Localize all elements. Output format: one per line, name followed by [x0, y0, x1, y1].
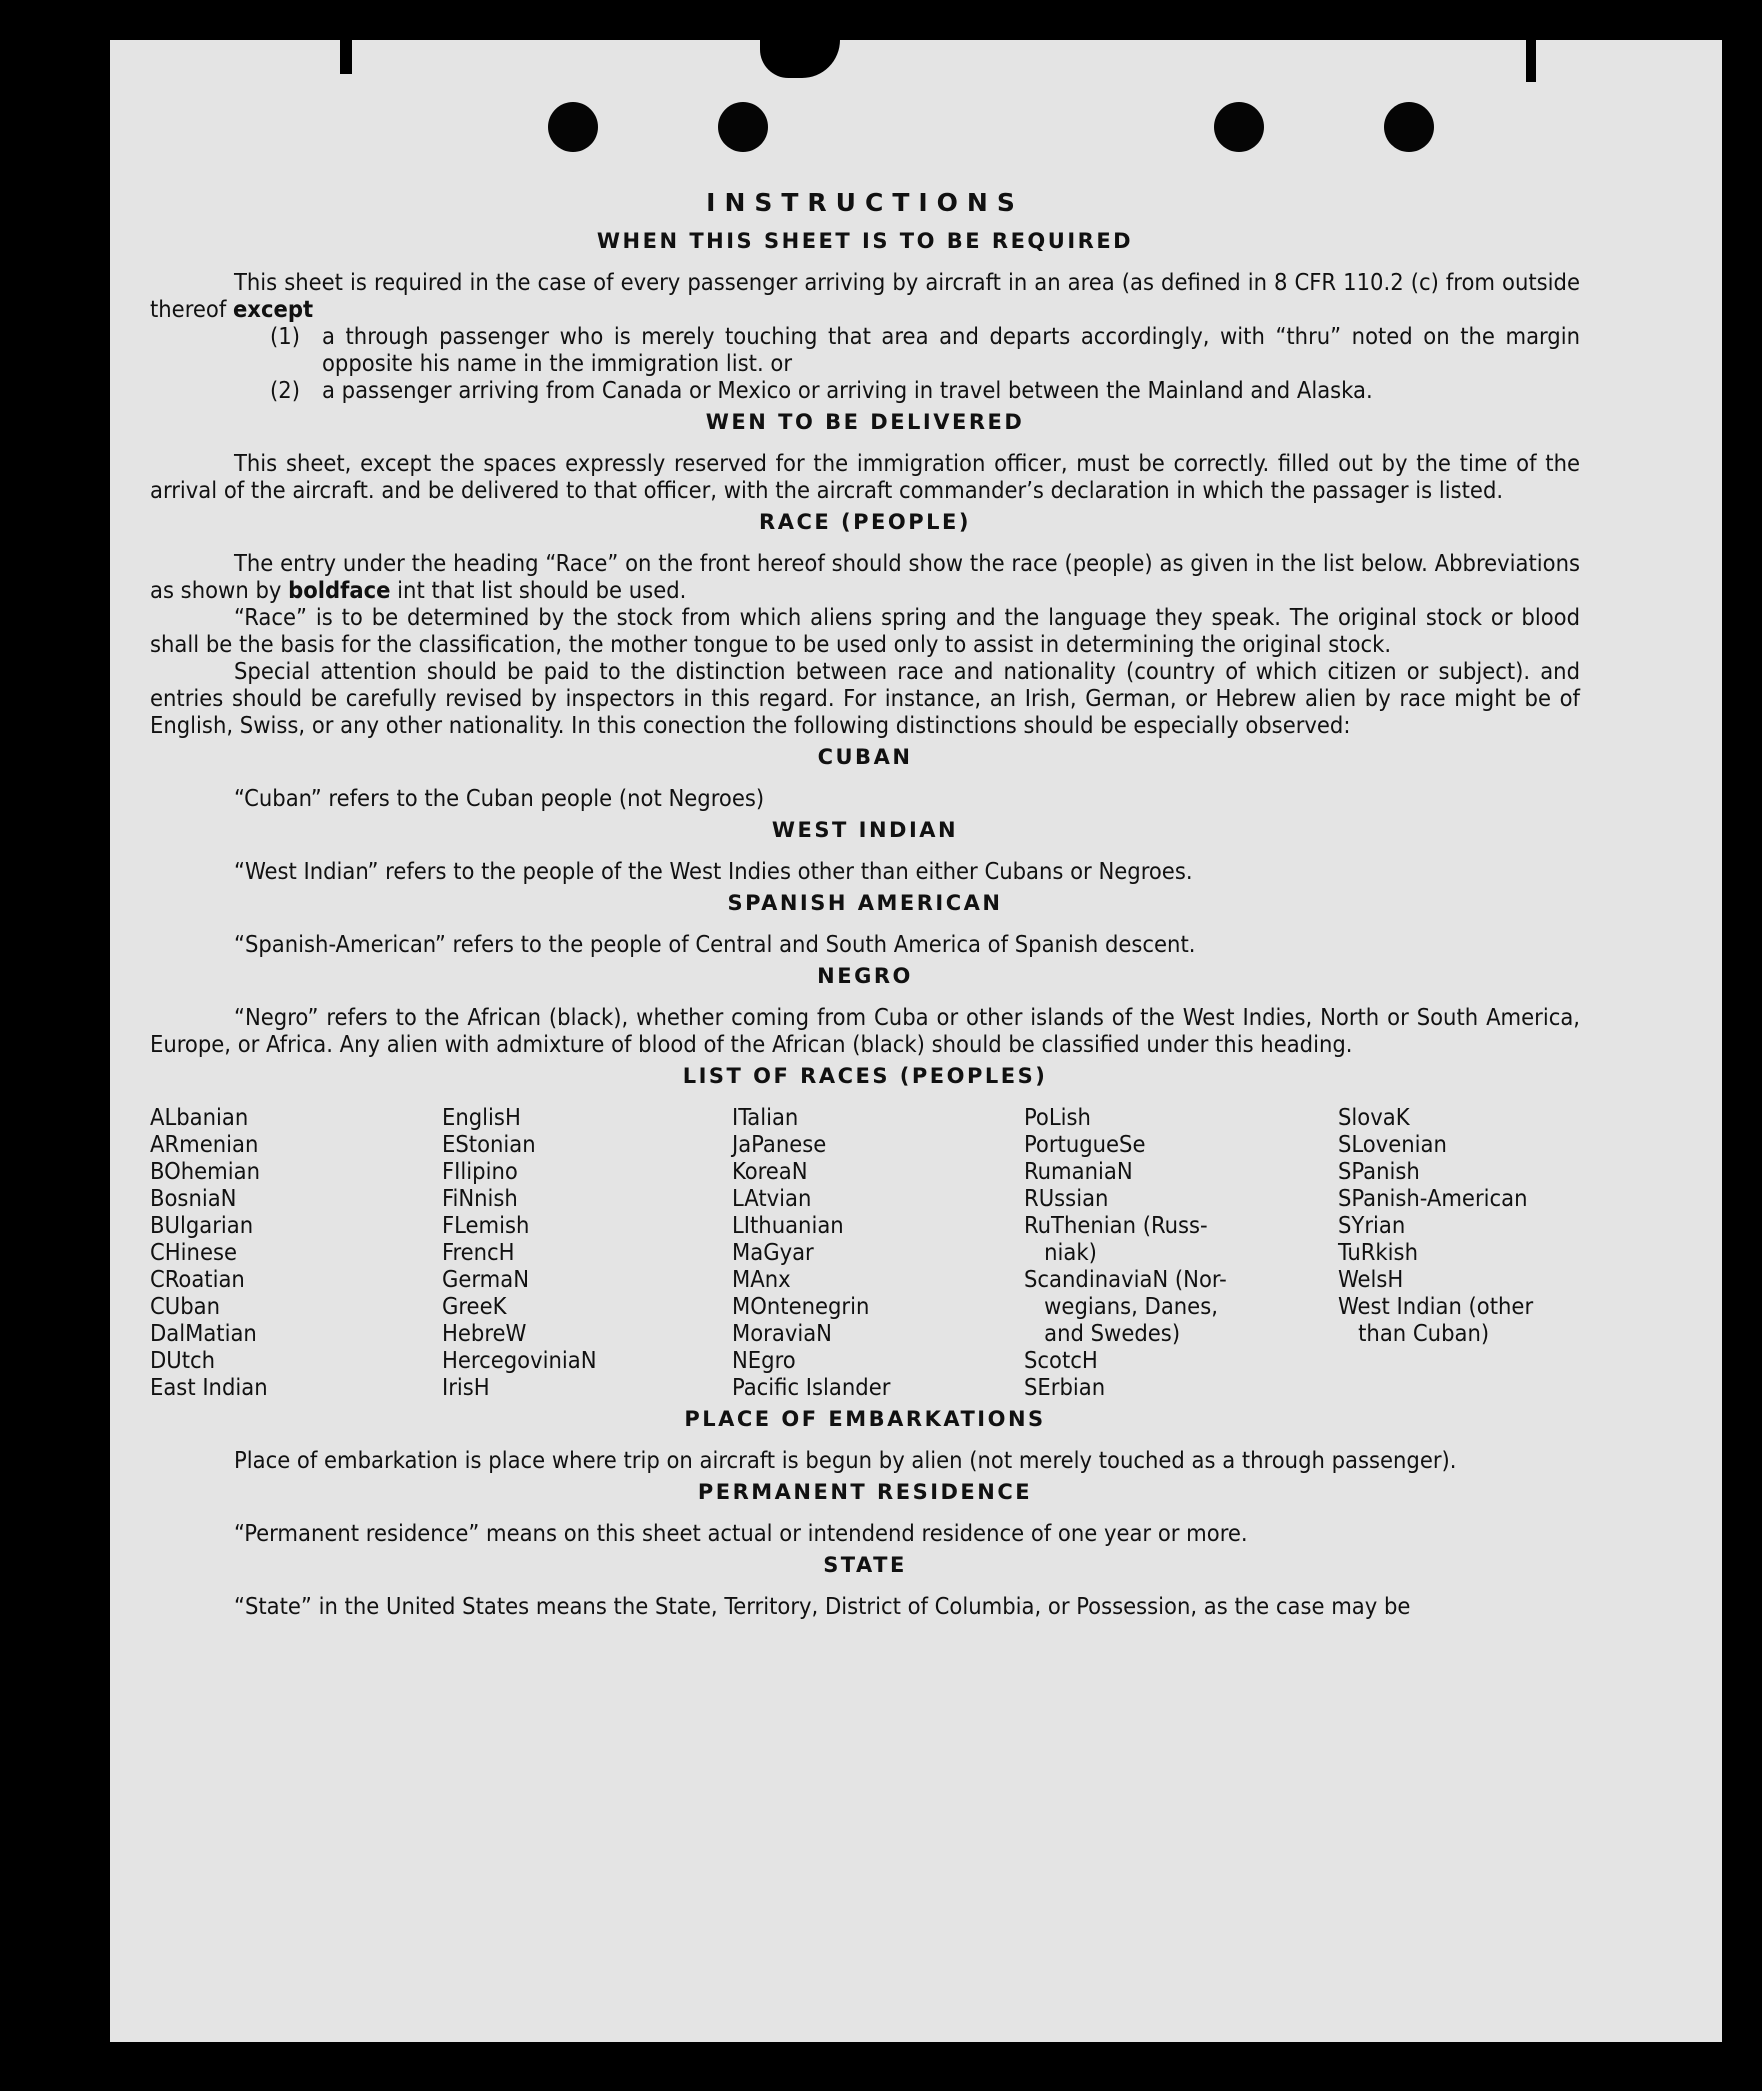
race-column — [732, 1104, 1024, 1401]
section-heading-cuban: CUBAN — [817, 745, 913, 769]
section-heading-race: RACE (PEOPLE) — [759, 510, 971, 534]
race-paragraph-1 — [150, 550, 1580, 604]
race-p1-bold: boldface — [288, 576, 391, 604]
race-entry: HercegoviniaN — [442, 1346, 597, 1374]
race-entry: MAnx — [732, 1265, 791, 1293]
race-entry: DUtch — [150, 1346, 216, 1374]
race-entry: ALbanian — [150, 1103, 249, 1131]
race-entry: TuRkish — [1338, 1238, 1418, 1266]
race-entry: PoLish — [1024, 1103, 1091, 1131]
race-entry: Pacific Islander — [732, 1373, 891, 1401]
race-entry: SErbian — [1024, 1373, 1106, 1401]
required-intro — [150, 269, 1580, 323]
race-entry: RumaniaN — [1024, 1157, 1133, 1185]
race-paragraph-2: “Race” is to be determined by the stock from which aliens spring and the language they speak. The original stock or blood shall be the basis for the classification, the mother tongue to be used only to assist in determining the original stock. — [150, 603, 1580, 658]
page-title: INSTRUCTIONS — [706, 188, 1024, 217]
race-entry: ARmenian — [150, 1130, 259, 1158]
section-heading-list-of-races: LIST OF RACES (PEOPLES) — [682, 1064, 1048, 1088]
race-entry: HebreW — [442, 1319, 527, 1347]
race-entry: MaGyar — [732, 1238, 814, 1266]
race-p1-after: int that list should be used. — [390, 576, 687, 604]
section-heading-negro: NEGRO — [817, 964, 913, 988]
exception-item — [270, 377, 1580, 404]
required-intro-bold: except — [232, 295, 314, 323]
required-intro-text: This sheet is required in the case of every passenger arriving by aircraft in an area (as defined in 8 CFR 110.2 (c) from outside thereof — [150, 268, 1580, 323]
race-entry: FIlipino — [442, 1157, 518, 1185]
race-entry: BUlgarian — [150, 1211, 254, 1239]
section-heading-spanish-american: SPANISH AMERICAN — [727, 891, 1003, 915]
race-entry: CRoatian — [150, 1265, 245, 1293]
document-page — [110, 40, 1722, 2042]
spanish-american-text: “Spanish-American” refers to the people of Central and South America of Spanish descent. — [234, 930, 1196, 958]
section-heading-residence: PERMANENT RESIDENCE — [697, 1480, 1033, 1504]
race-entry: SPanish-American — [1338, 1184, 1528, 1212]
race-entry: LIthuanian — [732, 1211, 844, 1239]
race-entry: BosniaN — [150, 1184, 237, 1212]
race-entry: SPanish — [1338, 1157, 1420, 1185]
race-column — [442, 1104, 732, 1401]
punch-hole — [548, 102, 598, 152]
race-entry: and Swedes) — [1024, 1319, 1181, 1347]
race-entry: DalMatian — [150, 1319, 257, 1347]
section-heading-state: STATE — [823, 1553, 907, 1577]
race-entry: CUban — [150, 1292, 221, 1320]
race-entry: GreeK — [442, 1292, 507, 1320]
section-heading-required: WHEN THIS SHEET IS TO BE REQUIRED — [596, 229, 1134, 253]
race-entry: RuThenian (Russ- — [1024, 1211, 1208, 1239]
cuban-text: “Cuban” refers to the Cuban people (not Negroes) — [234, 784, 765, 812]
race-entry: FrencH — [442, 1238, 515, 1266]
west-indian-text: “West Indian” refers to the people of the West Indies other than either Cubans or Negroes. — [234, 857, 1193, 885]
race-entry: LAtvian — [732, 1184, 812, 1212]
exception-item — [270, 323, 1580, 377]
race-entry: NEgro — [732, 1346, 796, 1374]
race-entry: MOntenegrin — [732, 1292, 870, 1320]
race-entry: FLemish — [442, 1211, 530, 1239]
punch-hole — [1384, 102, 1434, 152]
exception-number: (1) — [270, 322, 300, 350]
race-entry: GermaN — [442, 1265, 530, 1293]
torn-edge-mark — [760, 40, 840, 78]
race-entry: West Indian (other — [1338, 1292, 1534, 1320]
negro-text: “Negro” refers to the African (black), whether coming from Cuba or other islands of the West Indies, North or South America, Europe, or Africa. Any alien with admixture of blood of the African (black) should be classified under this heading. — [150, 1003, 1580, 1058]
race-entry: IrisH — [442, 1373, 490, 1401]
punch-hole — [718, 102, 768, 152]
embarkation-text: Place of embarkation is place where trip on aircraft is begun by alien (not merely touched as a through passenger). — [234, 1446, 1457, 1474]
residence-text: “Permanent residence” means on this sheet actual or intendend residence of one year or more. — [234, 1519, 1248, 1547]
delivered-text: This sheet, except the spaces expressly reserved for the immigration officer, must be correctly. filled out by the time of the arrival of the aircraft. and be delivered to that officer, with the aircraft commander’s declaration in which the passager is listed. — [150, 449, 1580, 504]
race-entry: SYrian — [1338, 1211, 1406, 1239]
race-entry: SLovenian — [1338, 1130, 1447, 1158]
race-entry: ScandinaviaN (Nor- — [1024, 1265, 1227, 1293]
race-entry: East Indian — [150, 1373, 268, 1401]
race-entry: PortugueSe — [1024, 1130, 1146, 1158]
race-column — [150, 1104, 442, 1401]
instructions-content — [150, 188, 1580, 1620]
race-column — [1024, 1104, 1338, 1401]
race-entry: BOhemian — [150, 1157, 260, 1185]
race-paragraph-3: Special attention should be paid to the distinction between race and nationality (country of which citizen or subject). and entries should be carefully revised by inspectors in this regard. For instance, an Irish, German, or Hebrew alien by race might be of English, Swiss, or any other nationality. In this conection the following distinctions should be especially observed: — [150, 657, 1580, 739]
race-entry: FiNnish — [442, 1184, 518, 1212]
punch-hole — [1214, 102, 1264, 152]
torn-edge-mark — [340, 40, 352, 74]
race-entry: MoraviaN — [732, 1319, 832, 1347]
exception-text: a through passenger who is merely touching that area and departs accordingly, with “thru” noted on the margin opposite his name in the immigration list. or — [322, 322, 1580, 377]
race-entry: ScotcH — [1024, 1346, 1098, 1374]
race-p1-text: The entry under the heading “Race” on the front hereof should show the race (people) as given in the list below. Abbreviations as shown by — [150, 549, 1580, 604]
exception-number: (2) — [270, 376, 300, 404]
section-heading-west-indian: WEST INDIAN — [771, 818, 959, 842]
race-column — [1338, 1104, 1588, 1401]
section-heading-embarkation: PLACE OF EMBARKATIONS — [684, 1407, 1046, 1431]
race-entry: JaPanese — [732, 1130, 827, 1158]
race-entry: wegians, Danes, — [1024, 1292, 1218, 1320]
race-entry: CHinese — [150, 1238, 237, 1266]
torn-edge-mark — [1526, 40, 1536, 82]
race-entry: SlovaK — [1338, 1103, 1410, 1131]
race-entry: WelsH — [1338, 1265, 1404, 1293]
race-entry: than Cuban) — [1338, 1319, 1490, 1347]
race-entry: niak) — [1024, 1238, 1097, 1266]
exception-text: a passenger arriving from Canada or Mexico or arriving in travel between the Mainland and Alaska. — [322, 376, 1373, 404]
race-entry: ITalian — [732, 1103, 799, 1131]
race-entry: EStonian — [442, 1130, 536, 1158]
section-heading-delivered: WEN TO BE DELIVERED — [705, 410, 1025, 434]
race-list — [150, 1104, 1580, 1401]
race-entry: EnglisH — [442, 1103, 521, 1131]
race-entry: KoreaN — [732, 1157, 808, 1185]
race-entry: RUssian — [1024, 1184, 1109, 1212]
state-text: “State” in the United States means the State, Territory, District of Columbia, or Possession, as the case may be — [234, 1592, 1411, 1620]
